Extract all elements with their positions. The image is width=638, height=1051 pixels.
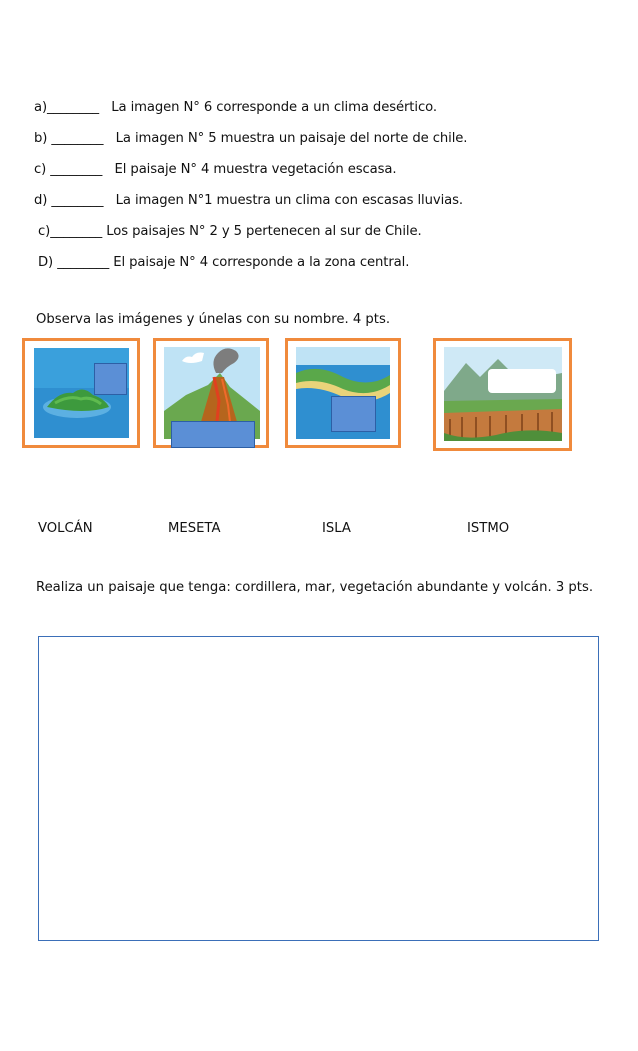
statement-text: El paisaje N° 4 corresponde a la zona central. [113, 255, 410, 270]
statement-text: El paisaje N° 4 muestra vegetación escasa. [114, 162, 397, 177]
statement-D [38, 255, 409, 270]
statement-text: La imagen N°1 muestra un clima con escasas lluvias. [115, 193, 463, 208]
volcano-picture-frame [153, 338, 269, 448]
answer-box[interactable] [331, 396, 376, 432]
answer-box[interactable] [171, 421, 255, 448]
statement-a [34, 100, 437, 115]
plateau-image [436, 341, 569, 448]
answer-box[interactable] [488, 369, 556, 393]
answer-blank[interactable]: c)________ [38, 224, 103, 239]
statement-d [34, 193, 463, 208]
word-isla[interactable]: ISLA [322, 521, 351, 536]
answer-blank[interactable]: b) ________ [34, 131, 104, 146]
word-istmo[interactable]: ISTMO [467, 521, 510, 536]
isthmus-picture-frame [285, 338, 401, 448]
answer-blank[interactable]: c) ________ [34, 162, 103, 177]
statement-c2 [38, 224, 422, 239]
answer-box[interactable] [94, 363, 127, 395]
drawing-instruction: Realiza un paisaje que tenga: cordillera, mar, vegetación abundante y volcán. 3 pts. [36, 580, 594, 595]
matching-instruction: Observa las imágenes y únelas con su nombre. 4 pts. [36, 312, 391, 327]
drawing-area[interactable] [38, 636, 599, 941]
statement-text: La imagen N° 5 muestra un paisaje del norte de chile. [115, 131, 468, 146]
word-volcan[interactable]: VOLCÁN [38, 521, 93, 536]
island-picture-frame [22, 338, 140, 448]
plateau-picture-frame [433, 338, 572, 451]
statement-text: Los paisajes N° 2 y 5 pertenecen al sur de Chile. [106, 224, 422, 239]
statement-c [34, 162, 397, 177]
answer-blank[interactable]: a)________ [34, 100, 99, 115]
statement-text: La imagen N° 6 corresponde a un clima desértico. [111, 100, 437, 115]
word-meseta[interactable]: MESETA [168, 521, 221, 536]
statement-b [34, 131, 467, 146]
answer-blank[interactable]: d) ________ [34, 193, 104, 208]
answer-blank[interactable]: D) ________ [38, 255, 110, 270]
